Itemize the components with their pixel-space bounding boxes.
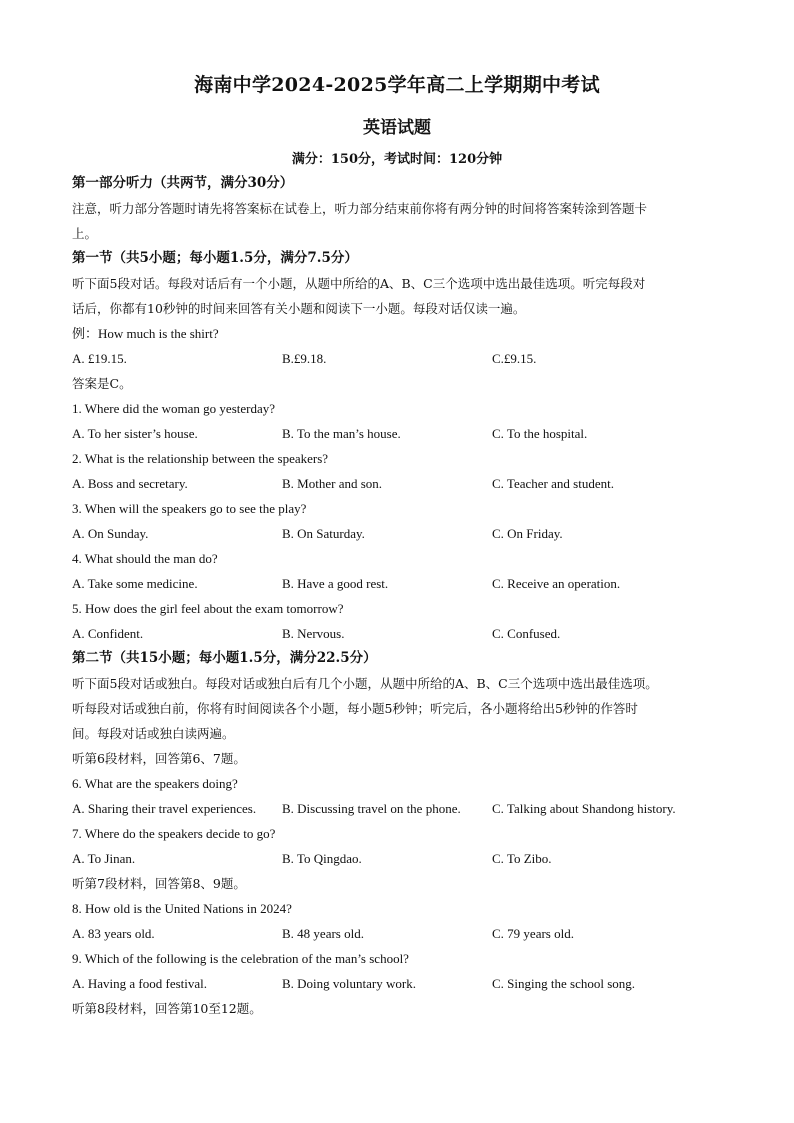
exam-subtitle: 英语试题	[363, 118, 431, 138]
score-and-time: 满分：150分，考试时间：120分钟	[291, 152, 503, 167]
q6-option-a: A. Sharing their travel experiences.	[72, 801, 257, 816]
material-8-note: 听第8段材料，回答第10至12题。	[72, 1001, 262, 1016]
part1-note-line2: 上。	[72, 226, 98, 241]
material-6-note: 听第6段材料，回答第6、7题。	[72, 751, 246, 766]
q8-option-b: B. 48 years old.	[282, 926, 364, 941]
question-7-options	[72, 846, 722, 871]
example-answer: 答案是C。	[72, 376, 132, 391]
q3-option-a: A. On Sunday.	[72, 526, 149, 541]
q8-option-a: A. 83 years old.	[72, 926, 155, 941]
material-7-note: 听第7段材料，回答第8、9题。	[72, 876, 246, 891]
q7-option-c: C. To Zibo.	[492, 851, 552, 866]
part1-note-line1: 注意，听力部分答题时请先将答案标在试卷上，听力部分结束前你将有两分钟的时间将答案转涂到答题卡	[72, 201, 648, 216]
q5-option-a: A. Confident.	[72, 626, 144, 641]
section2-heading: 第二节（共15小题；每小题1.5分，满分22.5分）	[72, 650, 377, 666]
section2-instructions-line1: 听下面5段对话或独白。每段对话或独白后有几个小题，从题中所给的A、B、C三个选项中选出最佳选项。	[72, 676, 658, 691]
question-5-options	[72, 621, 722, 646]
q1-option-c: C. To the hospital.	[492, 426, 588, 441]
question-8-options	[72, 921, 722, 946]
q4-option-b: B. Have a good rest.	[282, 576, 389, 591]
q2-option-c: C. Teacher and student.	[492, 476, 614, 491]
part1-heading: 第一部分听力（共两节，满分30分）	[72, 175, 294, 191]
exam-title: 海南中学2024-2025学年高二上学期期中考试	[194, 74, 600, 96]
question-8: 8. How old is the United Nations in 2024?	[72, 901, 292, 916]
q7-option-b: B. To Qingdao.	[282, 851, 362, 866]
example-option-b: B.£9.18.	[282, 351, 327, 366]
question-5: 5. How does the girl feel about the exam tomorrow?	[72, 601, 344, 616]
question-6-options	[72, 796, 722, 821]
section1-heading: 第一节（共5小题；每小题1.5分，满分7.5分）	[72, 250, 358, 266]
q9-option-c: C. Singing the school song.	[492, 976, 636, 991]
q4-option-a: A. Take some medicine.	[72, 576, 198, 591]
example-option-c: C.£9.15.	[492, 351, 537, 366]
q7-option-a: A. To Jinan.	[72, 851, 136, 866]
question-4-options	[72, 571, 722, 596]
question-4: 4. What should the man do?	[72, 551, 218, 566]
question-3-options	[72, 521, 722, 546]
q3-option-c: C. On Friday.	[492, 526, 563, 541]
q4-option-c: C. Receive an operation.	[492, 576, 621, 591]
q9-option-a: A. Having a food festival.	[72, 976, 208, 991]
q1-option-a: A. To her sister’s house.	[72, 426, 198, 441]
q6-option-c: C. Talking about Shandong history.	[492, 801, 676, 816]
q9-option-b: B. Doing voluntary work.	[282, 976, 416, 991]
section2-instructions-line3: 间。每段对话或独白读两遍。	[72, 726, 235, 741]
question-9-options	[72, 971, 722, 996]
question-3: 3. When will the speakers go to see the play?	[72, 501, 307, 516]
q2-option-b: B. Mother and son.	[282, 476, 383, 491]
question-7: 7. Where do the speakers decide to go?	[72, 826, 276, 841]
question-2-options	[72, 471, 722, 496]
exam-content	[72, 171, 722, 1021]
section2-instructions-line2: 听每段对话或独白前，你将有时间阅读各个小题，每小题5秒钟；听完后，各小题将给出5秒钟的作答时	[72, 701, 638, 716]
q3-option-b: B. On Saturday.	[282, 526, 365, 541]
q5-option-b: B. Nervous.	[282, 626, 345, 641]
question-1-options	[72, 421, 722, 446]
q2-option-a: A. Boss and secretary.	[72, 476, 188, 491]
example-option-a: A. £19.15.	[72, 351, 127, 366]
question-6: 6. What are the speakers doing?	[72, 776, 238, 791]
section1-instructions-line1: 听下面5段对话。每段对话后有一个小题，从题中所给的A、B、C三个选项中选出最佳选项。听完每段对	[72, 276, 646, 291]
q8-option-c: C. 79 years old.	[492, 926, 574, 941]
question-9: 9. Which of the following is the celebration of the man’s school?	[72, 951, 409, 966]
q1-option-b: B. To the man’s house.	[282, 426, 401, 441]
q6-option-b: B. Discussing travel on the phone.	[282, 801, 461, 816]
section1-instructions-line2: 话后，你都有10秒钟的时间来回答有关小题和阅读下一小题。每段对话仅读一遍。	[72, 301, 526, 316]
question-2: 2. What is the relationship between the speakers?	[72, 451, 329, 466]
example-options	[72, 346, 722, 371]
question-1: 1. Where did the woman go yesterday?	[72, 401, 275, 416]
example-question: 例：How much is the shirt?	[72, 326, 219, 341]
q5-option-c: C. Confused.	[492, 626, 561, 641]
